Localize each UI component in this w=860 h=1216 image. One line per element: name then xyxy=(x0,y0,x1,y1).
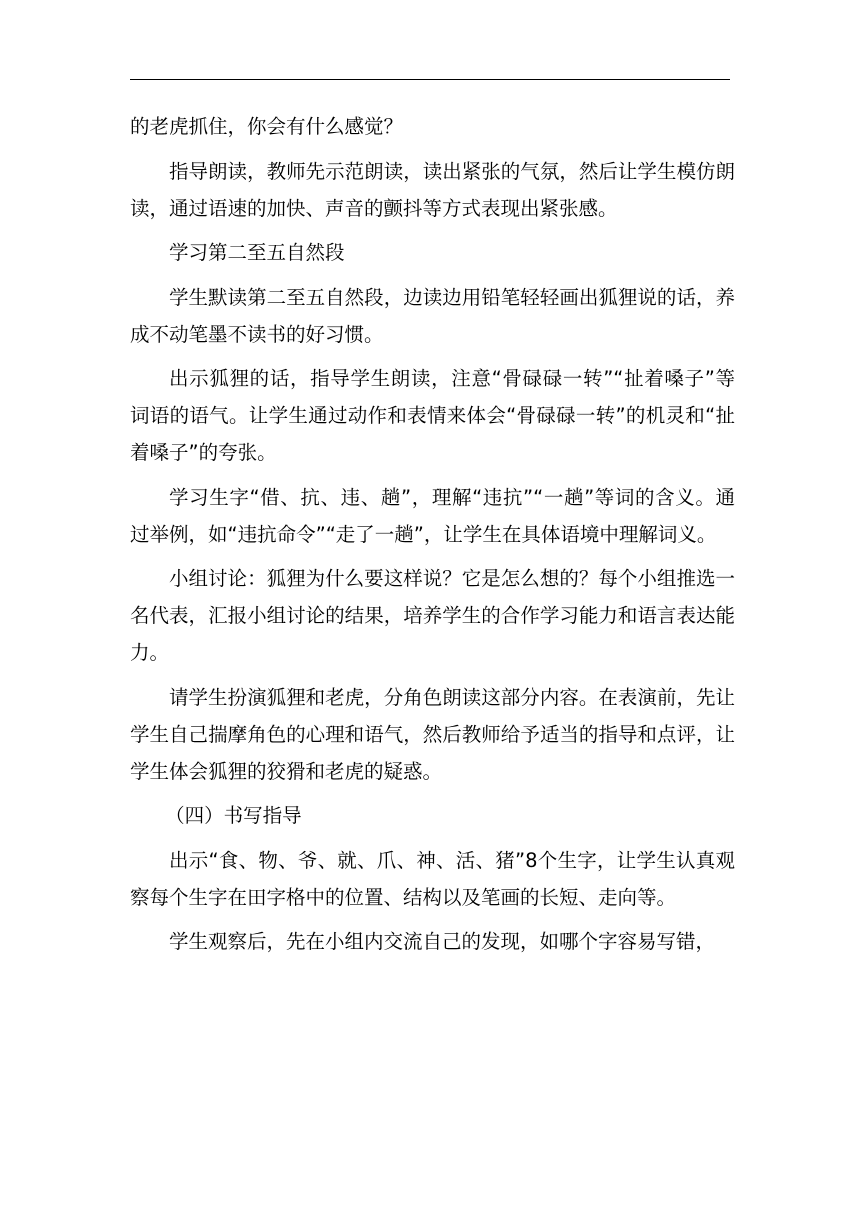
paragraph-new-characters: 学习生字“借、抗、违、趟”，理解“违抗”“一趟”等词的含义。通过举例，如“违抗命令”“走了一趟”，让学生在具体语境中理解词义。 xyxy=(130,485,735,546)
paragraph-continuation: 的老虎抓住，你会有什么感觉？ xyxy=(130,115,404,138)
paragraph-role-play: 请学生扮演狐狸和老虎，分角色朗读这部分内容。在表演前，先让学生自己揣摩角色的心理和语气，然后教师给予适当的指导和点评，让学生体会狐狸的狡猾和老虎的疑惑。 xyxy=(130,685,735,783)
paragraph-section-title: 学习第二至五自然段 xyxy=(169,241,345,264)
paragraph-fox-words: 出示狐狸的话，指导学生朗读，注意“骨碌碌一转”“扯着嗓子”等词语的语气。让学生通过动作和表情来体会“骨碌碌一转”的机灵和“扯着嗓子”的夸张。 xyxy=(130,367,735,464)
document-body xyxy=(130,108,735,968)
paragraph-writing-heading: （四）书写指导 xyxy=(165,804,302,827)
paragraph-reading-guidance: 指导朗读，教师先示范朗读，读出紧张的气氛，然后让学生模仿朗读，通过语速的加快、声音的颤抖等方式表现出紧张感。 xyxy=(130,159,735,220)
paragraph-group-discussion: 小组讨论：狐狸为什么要这样说？它是怎么想的？每个小组推选一名代表，汇报小组讨论的结果，培养学生的合作学习能力和语言表达能力。 xyxy=(130,567,735,664)
header-rule xyxy=(130,79,730,80)
paragraph-show-characters: 出示“食、物、爷、就、爪、神、活、猪”8个生字，让学生认真观察每个生字在田字格中的位置、结构以及笔画的长短、走向等。 xyxy=(130,848,735,909)
paragraph-observation: 学生观察后，先在小组内交流自己的发现，如哪个字容易写错， xyxy=(169,930,716,953)
paragraph-silent-reading: 学生默读第二至五自然段，边读边用铅笔轻轻画出狐狸说的话，养成不动笔墨不读书的好习惯。 xyxy=(130,285,735,346)
